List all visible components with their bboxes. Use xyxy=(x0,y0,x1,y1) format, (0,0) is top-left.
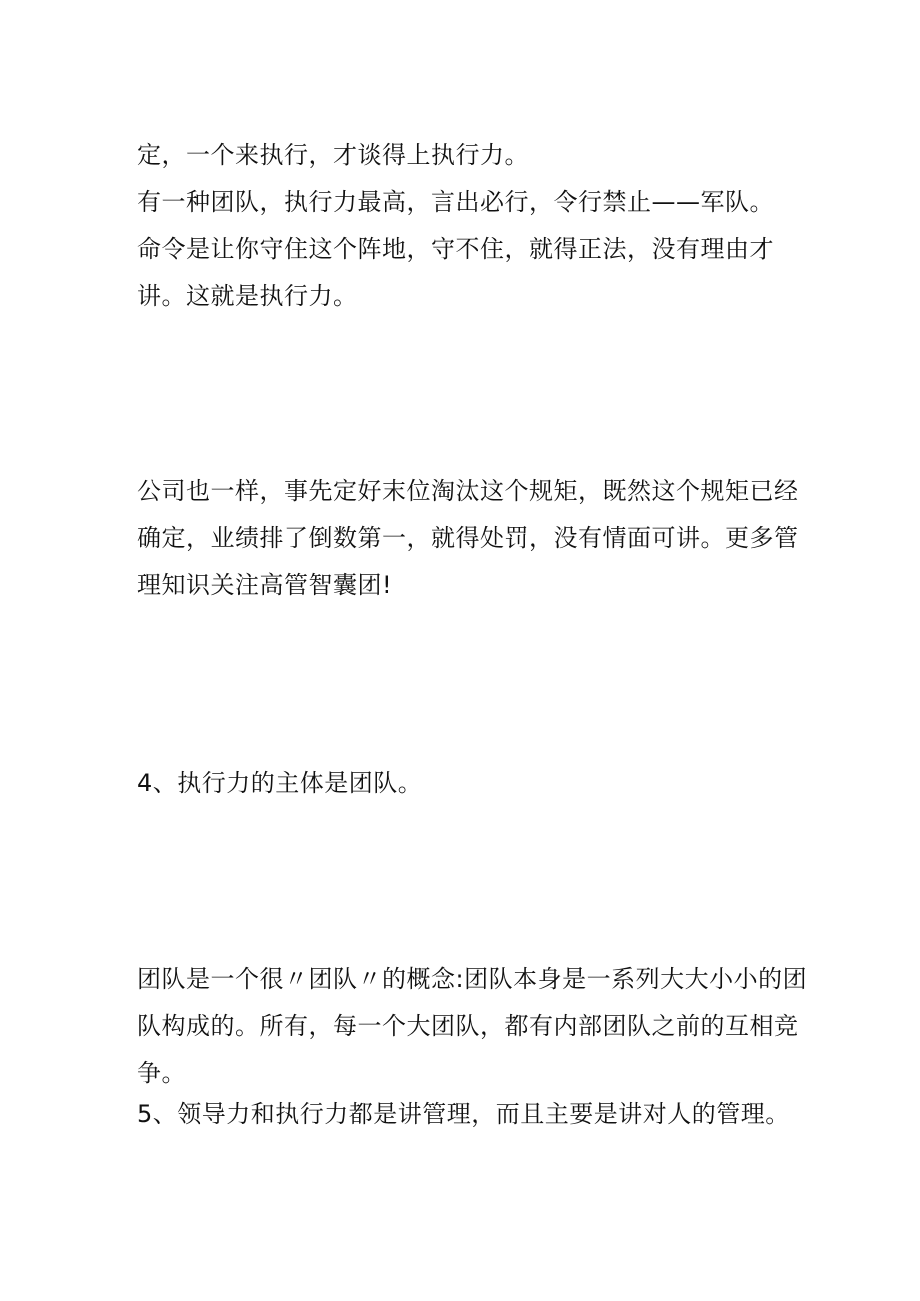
text-line: 公司也一样，事先定好末位淘汰这个规矩，既然这个规矩已经 xyxy=(137,477,799,505)
text-line: 确定，业绩排了倒数第一，就得处罚，没有情面可讲。更多管 xyxy=(137,524,799,552)
text-line: 命令是让你守住这个阵地，守不住，就得正法，没有理由才 xyxy=(137,235,774,263)
text-line: 有一种团队，执行力最高，言出必行，令行禁止——军队。 xyxy=(137,188,774,216)
text-line: 理知识关注高管智囊团! xyxy=(137,571,393,599)
section-heading: 4、执行力的主体是团队。 xyxy=(137,769,423,797)
text-line: 团队是一个很〃团队〃的概念:团队本身是一系列大大小小的团 xyxy=(137,965,808,993)
text-line: 队构成的。所有，每一个大团队，都有内部团队之前的互相竞 xyxy=(137,1012,799,1040)
text-line: 讲。这就是执行力。 xyxy=(137,282,358,310)
section-heading: 5、领导力和执行力都是讲管理，而且主要是讲对人的管理。 xyxy=(137,1100,790,1128)
text-line: 争。 xyxy=(137,1059,186,1087)
text-line: 定，一个来执行，才谈得上执行力。 xyxy=(137,141,529,169)
